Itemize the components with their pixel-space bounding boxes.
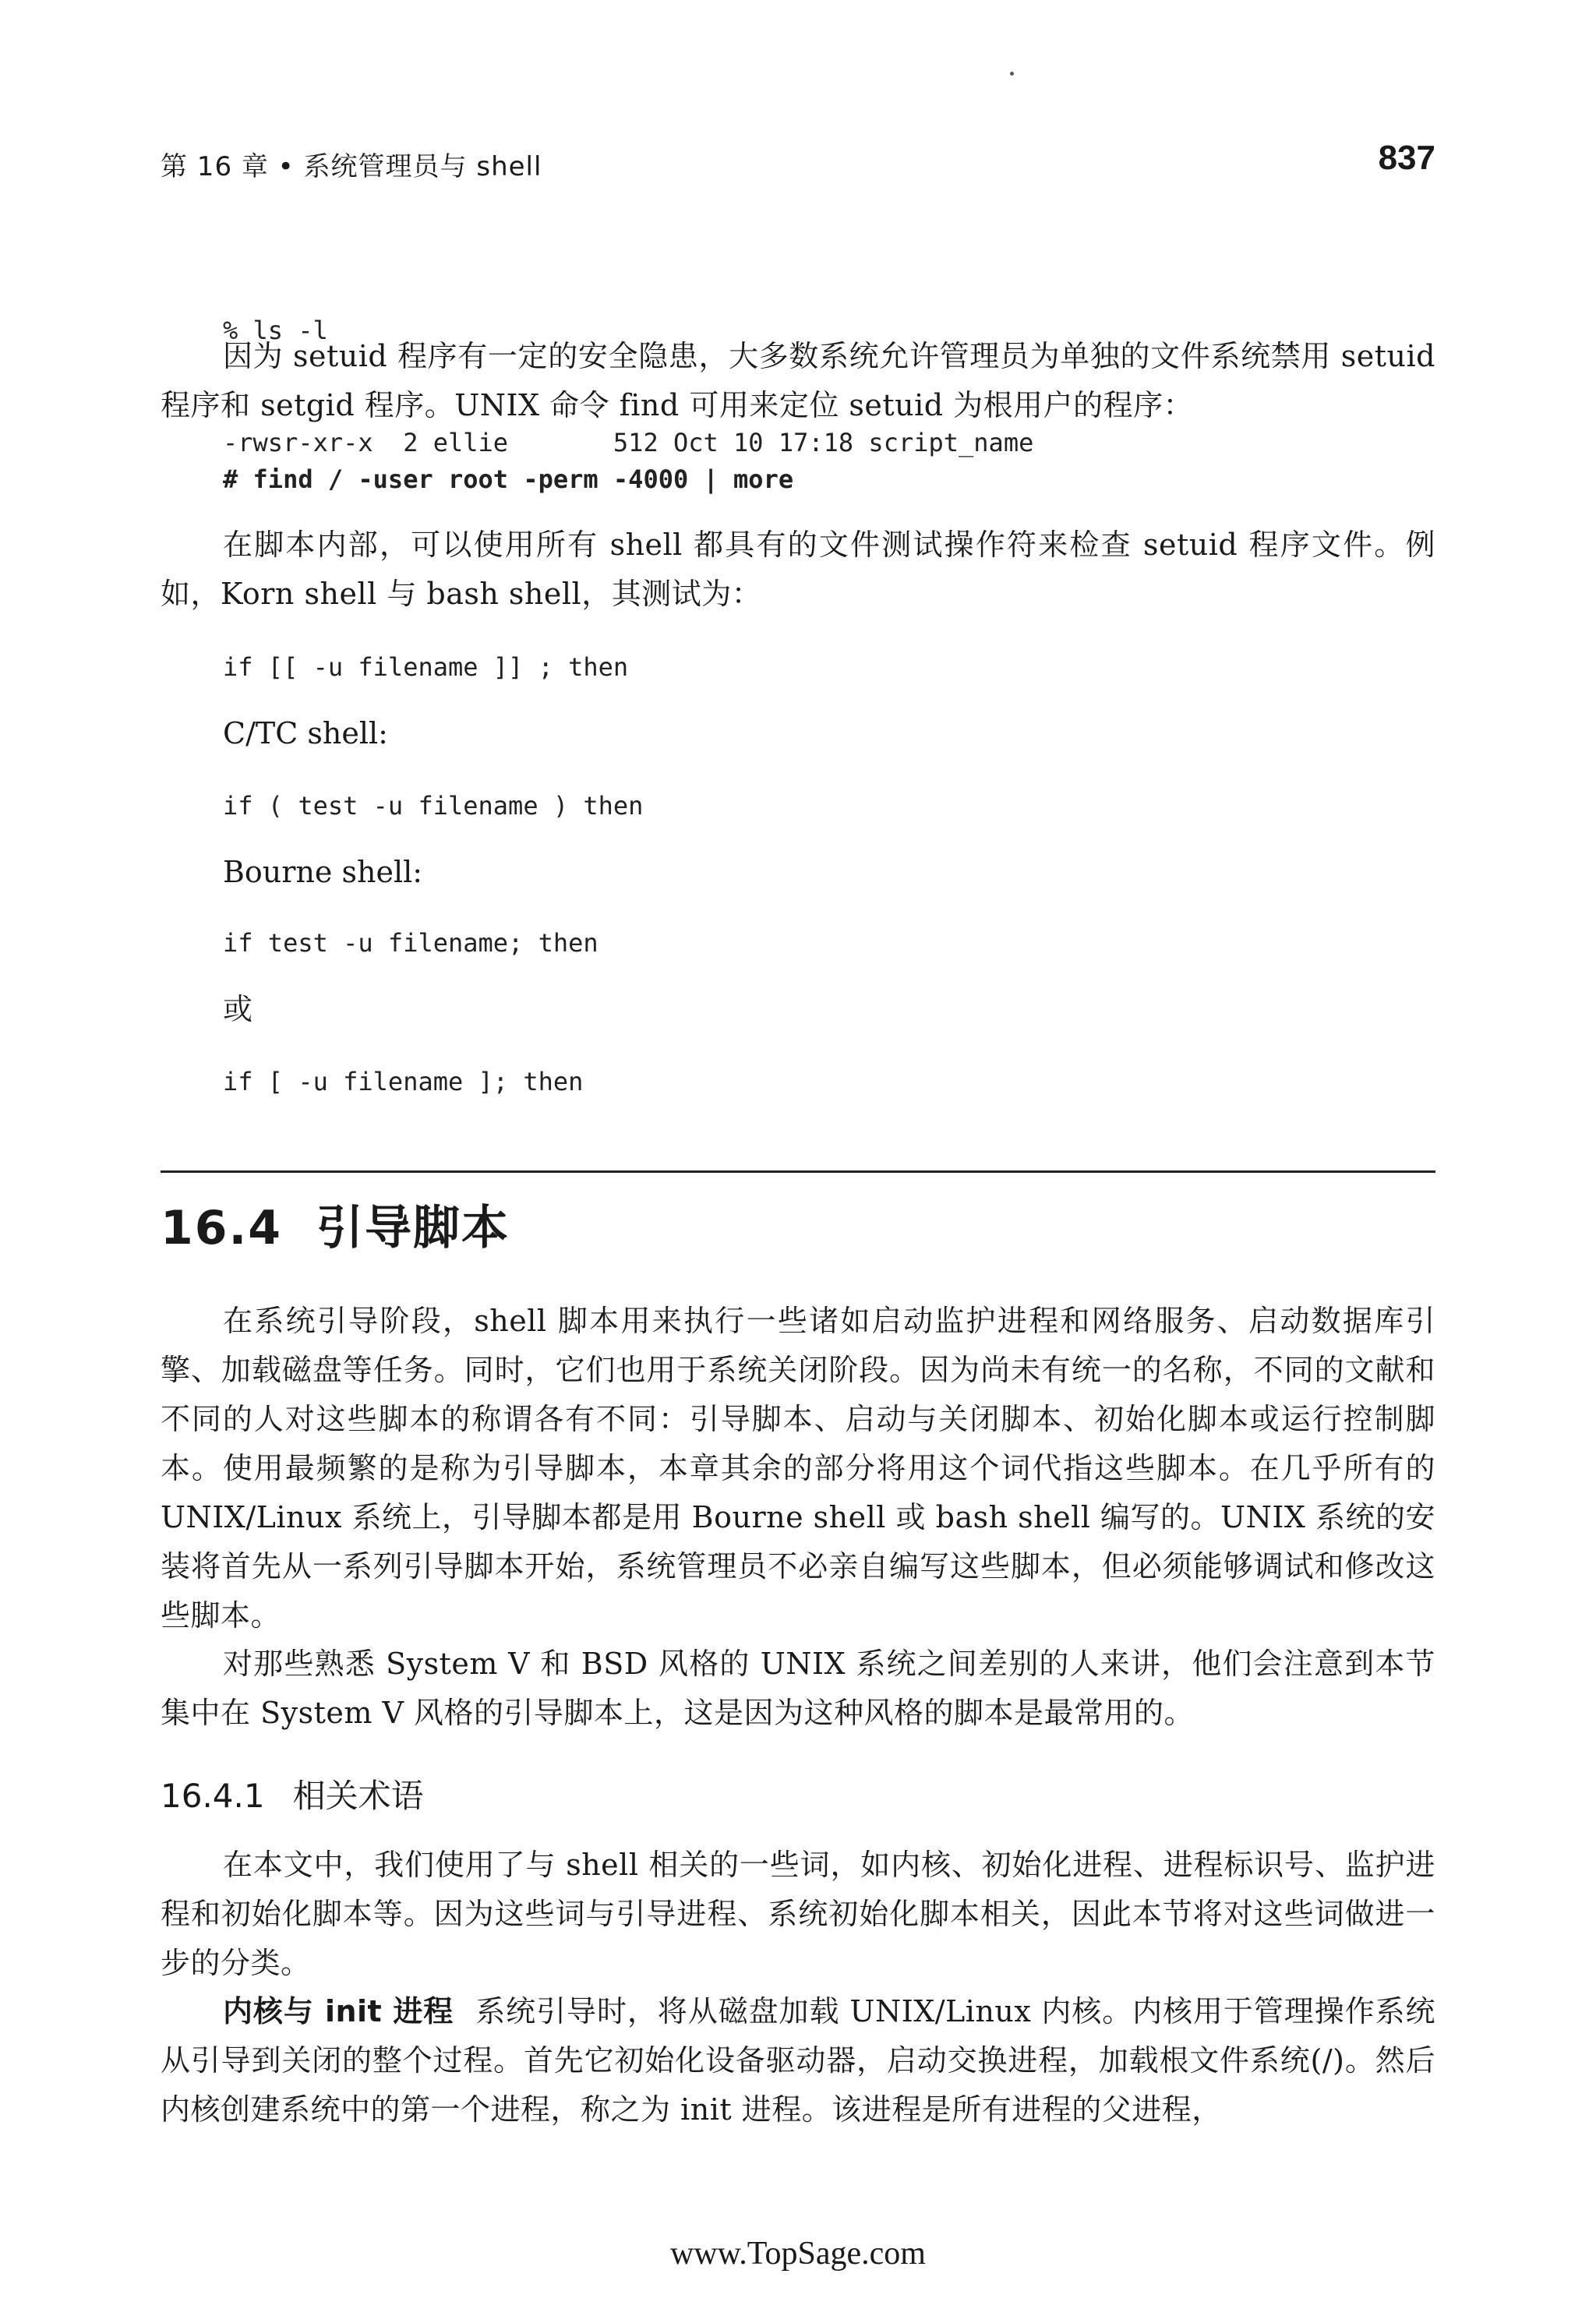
section-heading: [161, 1191, 1435, 1258]
scan-speck: [1010, 72, 1014, 76]
page-number: 837: [1378, 139, 1435, 177]
code-bourne-test: if test -u filename; then: [223, 928, 598, 958]
paragraph-system-v: 对那些熟悉 System V 和 BSD 风格的 UNIX 系统之间差别的人来讲，他们会注意到本节集中在 System V 风格的引导脚本上，这是因为这种风格的脚本是最常用的。: [161, 1647, 1435, 1730]
running-header: [161, 139, 1435, 182]
paragraph-kernel-init: [161, 1987, 1435, 2134]
subsection-number: 16.4.1: [161, 1777, 265, 1815]
code-find-command: # find / -user root -perm -4000 | more: [223, 464, 794, 494]
section-title: 引导脚本: [316, 1201, 510, 1255]
code-line: % ls -l: [223, 316, 328, 345]
code-line: -rwsr-xr-x 2 ellie 512 Oct 10 17:18 script_name: [223, 428, 1034, 457]
paragraph-setuid: 因为 setuid 程序有一定的安全隐患，大多数系统允许管理员为单独的文件系统禁用 setuid 程序和 setgid 程序。UNIX 命令 find 可用来定位 setuid 为根用户的程序：: [161, 339, 1435, 422]
code-korn-test: if [[ -u filename ]] ; then: [223, 652, 629, 682]
label-csh: C/TC shell:: [223, 716, 388, 750]
section-number: 16.4: [161, 1201, 283, 1255]
subsection-title: 相关术语: [292, 1777, 424, 1815]
footer-url: www.TopSage.com: [670, 2236, 926, 2272]
chapter-title: 第 16 章 • 系统管理员与 shell: [161, 151, 542, 182]
paragraph-file-test: 在脚本内部，可以使用所有 shell 都具有的文件测试操作符来检查 setuid 程序文件。例如，Korn shell 与 bash shell，其测试为：: [161, 528, 1435, 611]
paragraph-terminology: 在本文中，我们使用了与 shell 相关的一些词，如内核、初始化进程、进程标识号、监护进程和初始化脚本等。因为这些词与引导进程、系统初始化脚本相关，因此本节将对这些词做进一步的分类。: [161, 1848, 1435, 1980]
paragraph-kernel-init-text: 系统引导时，将从磁盘加载 UNIX/Linux 内核。内核用于管理操作系统从引导到关闭的整个过程。首先它初始化设备驱动器，启动交换进程，加载根文件系统(/)。然后内核创建系统中的第一个进程，称之为 init 进程。该进程是所有进程的父进程，: [161, 1994, 1435, 2127]
label-or: 或: [223, 992, 253, 1026]
term-kernel-init: 内核与 init 进程: [223, 1994, 454, 2028]
paragraph-boot-scripts: 在系统引导阶段，shell 脚本用来执行一些诸如启动监护进程和网络服务、启动数据库引擎、加载磁盘等任务。同时，它们也用于系统关闭阶段。因为尚未有统一的名称，不同的文献和不同的人对这些脚本的称谓各有不同：引导脚本、启动与关闭脚本、初始化脚本或运行控制脚本。使用最频繁的是称为引导脚本，本章其余的部分将用这个词代指这些脚本。在几乎所有的 UNIX/Linux 系统上，引导脚本都是用 Bourne shell 或 bash shell 编写的。UNIX 系统的安装将首先从一系列引导脚本开始，系统管理员不必亲自编写这些脚本，但必须能够调试和修改这些脚本。: [161, 1304, 1435, 1633]
section-divider: [161, 1170, 1435, 1173]
code-bourne-test-alt: if [ -u filename ]; then: [223, 1067, 584, 1096]
label-bourne: Bourne shell:: [223, 855, 423, 889]
code-csh-test: if ( test -u filename ) then: [223, 791, 644, 821]
subsection-heading: [161, 1771, 1435, 1817]
